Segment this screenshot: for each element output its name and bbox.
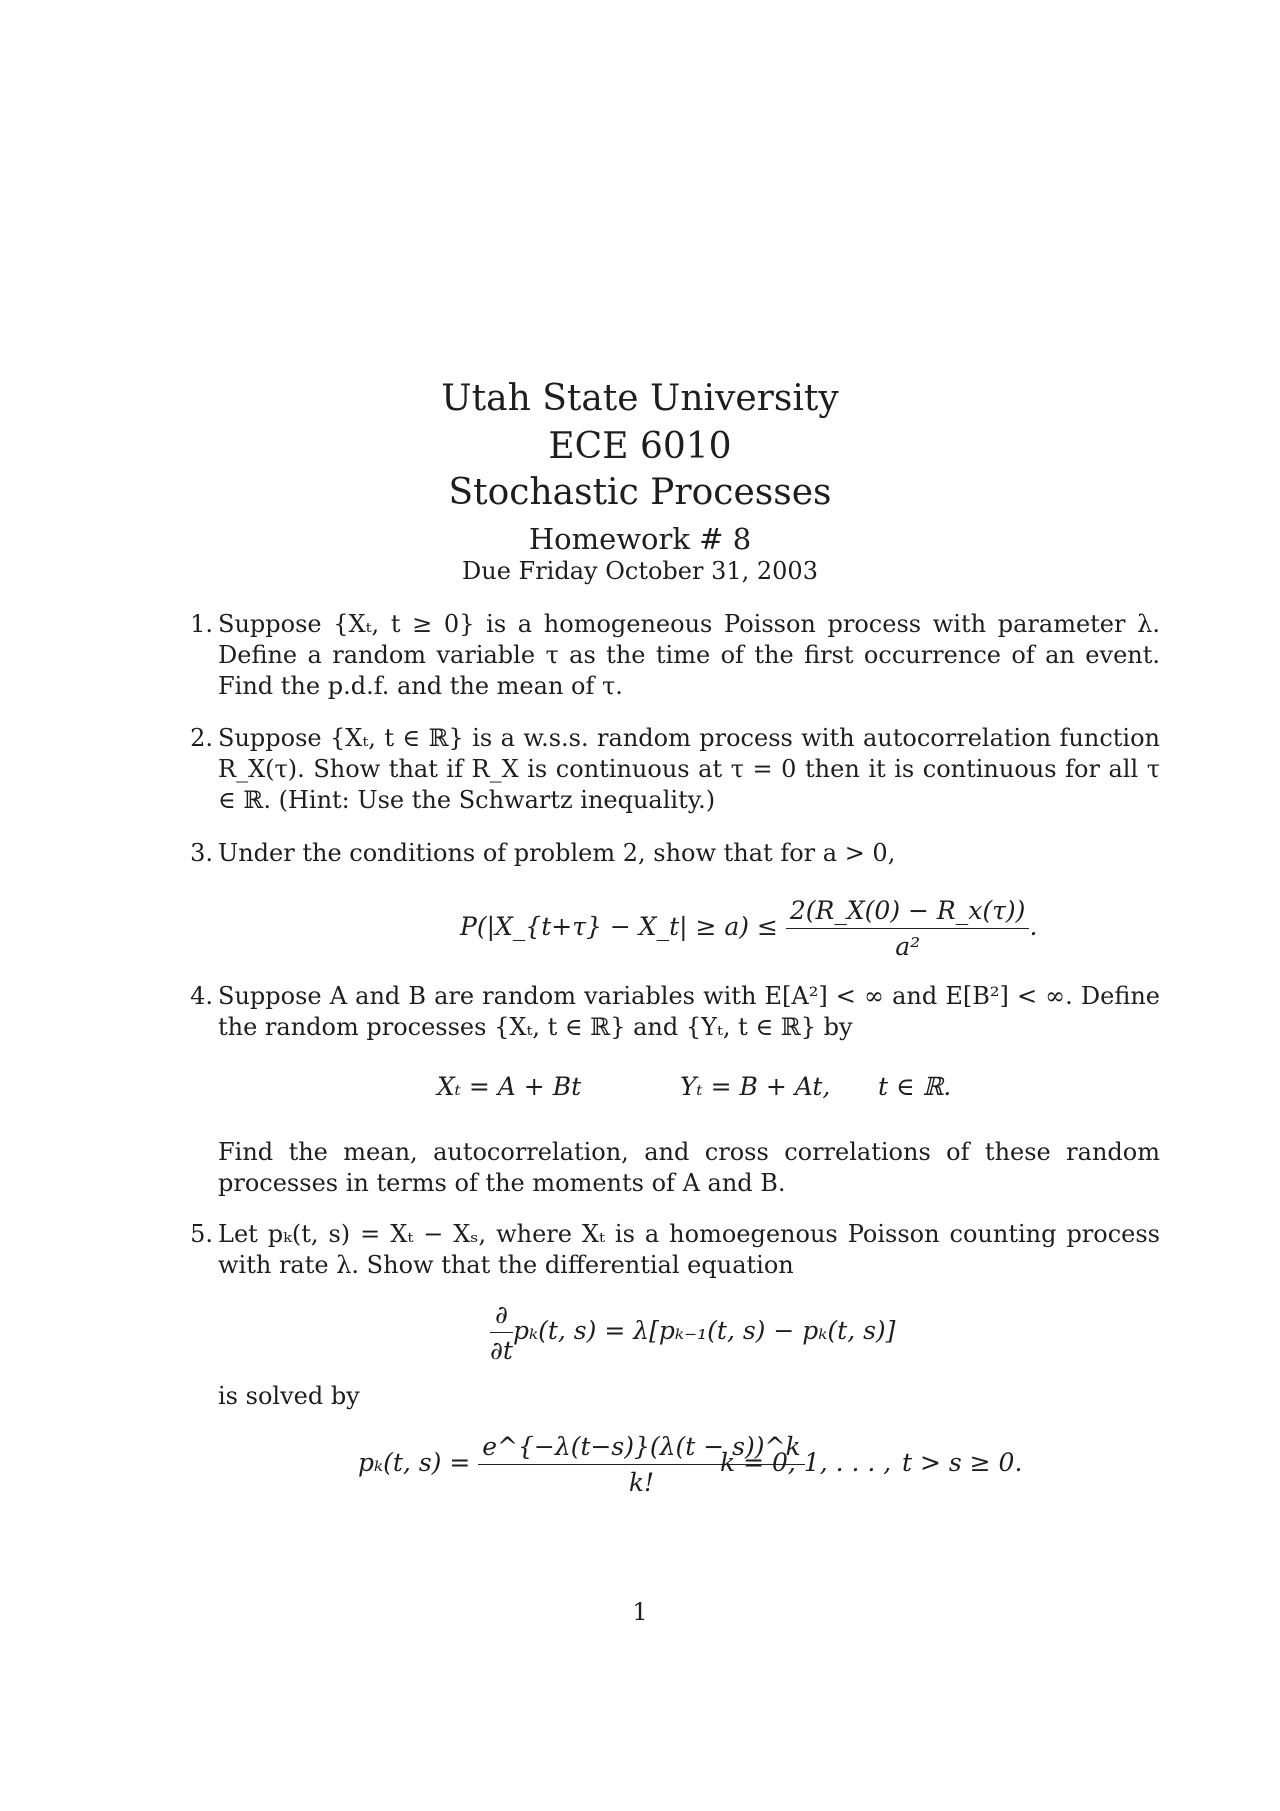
- fraction-numerator: e^{−λ(t−s)}(λ(t − s))^k: [482, 1432, 801, 1461]
- fraction-denominator: a²: [786, 928, 1030, 961]
- problem-2: [185, 723, 1160, 816]
- problem-text: Let pₖ(t, s) = Xₜ − Xₛ, where Xₜ is a homoegenous Poisson counting process with rate λ. Show that the differential equation: [218, 1220, 1160, 1279]
- equation-p4-y: Yₜ = B + At,: [680, 1072, 831, 1101]
- equation-fraction: [786, 896, 1030, 961]
- fraction-denominator: ∂t: [490, 1332, 513, 1365]
- problem-text: Suppose {Xₜ, t ∈ ℝ} is a w.s.s. random process with autocorrelation function R_X(τ). Show that if R_X is continuous at τ = 0 then it is continuous for all τ ∈ ℝ. (Hint: Use the Schwartz inequality.): [218, 724, 1160, 814]
- problem-number: 3.: [190, 839, 213, 867]
- problem-number: 2.: [190, 724, 213, 752]
- course-code: ECE 6010: [548, 426, 732, 467]
- problem-1: [185, 609, 1160, 702]
- fraction-denominator: k!: [478, 1464, 804, 1497]
- problem-text: Under the conditions of problem 2, show that for a > 0,: [218, 839, 896, 867]
- equation-lhs: P(|X_{t+τ} − X_t| ≥ a) ≤: [460, 912, 778, 941]
- homework-title: Homework # 8: [528, 522, 752, 556]
- equation-p4-x: Xₜ = A + Bt: [437, 1072, 582, 1101]
- equation-lhs: pₖ(t, s) =: [358, 1448, 471, 1477]
- problem-5: [185, 1219, 1160, 1281]
- fraction-numerator: 2(R_X(0) − R_x(τ)): [789, 896, 1026, 925]
- problem-text: Suppose {Xₜ, t ≥ 0} is a homogeneous Poisson process with parameter λ. Define a random variable τ as the time of the first occurrence of an event. Find the p.d.f. and the mean of τ.: [218, 610, 1160, 700]
- problem-number: 1.: [190, 610, 213, 638]
- equation-p4-domain: t ∈ ℝ.: [878, 1072, 952, 1101]
- equation-p5-pde: [490, 1300, 895, 1365]
- problem-text: Suppose A and B are random variables with E[A²] < ∞ and E[B²] < ∞. Define the random processes {Xₜ, t ∈ ℝ} and {Yₜ, t ∈ ℝ} by: [218, 982, 1160, 1041]
- fraction-numerator: ∂: [495, 1300, 508, 1329]
- equation-p5-k-range: k = 0, 1, . . . ,: [720, 1448, 892, 1477]
- equation-p5-t-range: t > s ≥ 0.: [902, 1448, 1023, 1477]
- problem-3: [185, 838, 1160, 869]
- course-subject: Stochastic Processes: [448, 472, 832, 513]
- solved-by-text: is solved by: [218, 1382, 360, 1410]
- problem-4: [185, 981, 1160, 1043]
- equation-p3: P(|X_{t+τ} − X_t| ≥ a) ≤ $\frac{2(R\_X(0) - R\_x(\tau))}{\text{a²}}$ .: [460, 896, 1038, 961]
- problem-4-followup: Find the mean, autocorrelation, and cross correlations of these random processes in terms of the moments of A and B.: [218, 1138, 1160, 1197]
- problem-number: 4.: [190, 982, 213, 1010]
- equation-rest: pₖ(t, s) = λ[pₖ₋₁(t, s) − pₖ(t, s)]: [512, 1316, 896, 1345]
- partial-derivative: [490, 1300, 513, 1365]
- problem-number: 5.: [190, 1220, 213, 1248]
- page-number: 1: [632, 1598, 648, 1626]
- due-date: Due Friday October 31, 2003: [462, 557, 818, 585]
- university-title: Utah State University: [441, 378, 839, 419]
